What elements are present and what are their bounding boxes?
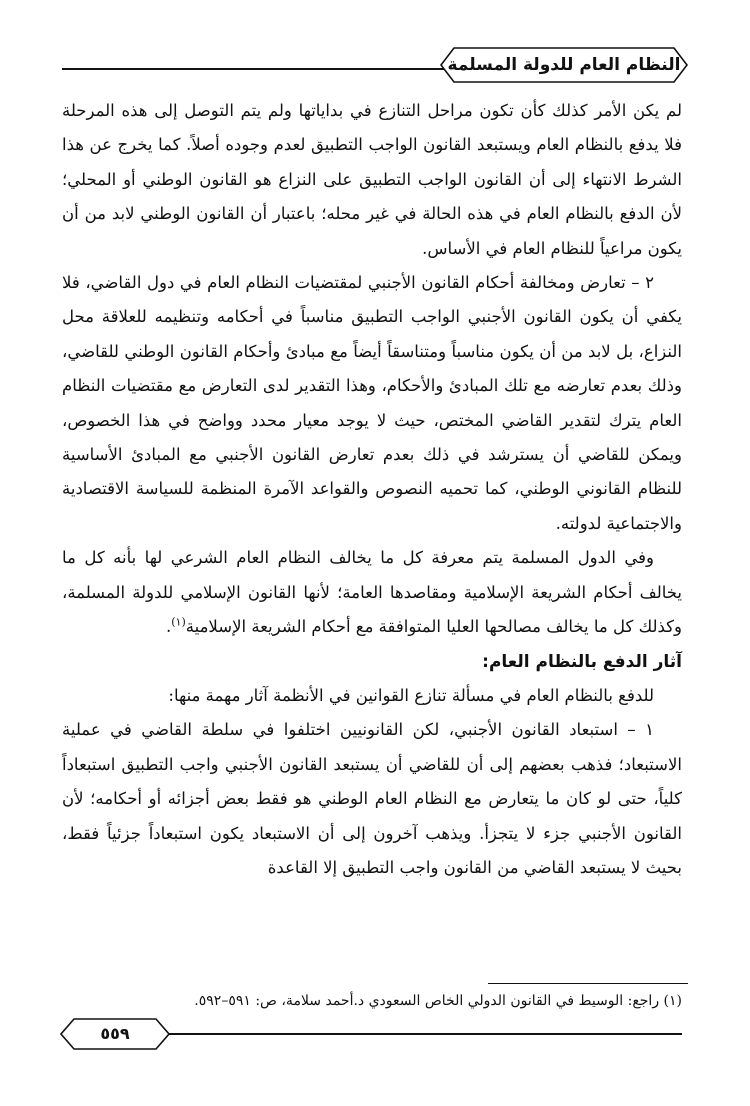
- paragraph-5: ١ – استبعاد القانون الأجنبي، لكن القانونيين اختلفوا في سلطة القاضي في عملية الاستبعاد؛ فذهب بعضهم إلى أن للقاضي أن يستبعد القانون الأجنبي واجب التطبيق استبعاداً كلياً، حتى لو كان ما يتعارض مع النظام العام الوطني هو فقط بعض أجزائه أو أحكامه؛ لأن القانون الأجنبي جزء لا يتجزأ. ويذهب آخرون إلى أن الاستبعاد يكون استبعاداً جزئياً فقط، بحيث لا يستبعد القاضي من القانون واجب التطبيق إلا القاعدة: [62, 720, 682, 877]
- page-number: ٥٥٩: [100, 1024, 130, 1043]
- footnote-ref: (١): [171, 615, 186, 629]
- footnote: (١) راجع: الوسيط في القانون الدولي الخاص السعودي د.أحمد سلامة، ص: ٥٩١–٥٩٢.: [194, 993, 682, 1009]
- paragraph-1: لم يكن الأمر كذلك كأن تكون مراحل التنازع في بداياتها ولم يتم التوصل إلى هذه المرحلة فلا يدفع بالنظام العام ويستبعد القانون الواجب التطبيق لعدم وجوده أصلاً. كما يخرج عن هذا الشرط الانتهاء إلى أن القانون الواجب التطبيق على النزاع هو القانون الوطني أو المحلي؛ لأن الدفع بالنظام العام في هذه الحالة في غير محله؛ باعتبار أن القانون الوطني لابد من أن يكون مراعياً للنظام العام في الأساس.: [62, 101, 682, 258]
- paragraph-3: [62, 541, 682, 644]
- footnote-rule: [488, 983, 688, 984]
- running-header: [440, 47, 688, 83]
- paragraph-3-text: وفي الدول المسلمة يتم معرفة كل ما يخالف النظام العام الشرعي لها بأنه كل ما يخالف أحكام الشريعة الإسلامية ومقاصدها العامة؛ لأنها القانون الإسلامي للدولة المسلمة، وكذلك كل ما يخالف مصالحها العليا المتوافقة مع أحكام الشريعة الإسلامية: [62, 548, 682, 637]
- paragraph-4: للدفع بالنظام العام في مسألة تنازع القوانين في الأنظمة آثار مهمة منها:: [168, 685, 654, 705]
- paragraph-3-end: .: [166, 617, 172, 637]
- footer-rule: [168, 1033, 682, 1035]
- page-number-badge: [60, 1018, 170, 1050]
- section-heading: آثار الدفع بالنظام العام:: [482, 651, 682, 672]
- header-title: النظام العام للدولة المسلمة: [447, 55, 681, 75]
- paragraph-2: ٢ – تعارض ومخالفة أحكام القانون الأجنبي لمقتضيات النظام العام في دول القاضي، فلا يكفي أن يكون القانون الأجنبي الواجب التطبيق مناسباً في أحكامه وتنظيمه للعلاقة محل النزاع، بل لابد من أن يكون مناسباً ومتناسقاً أيضاً مع مبادئ وأحكام القانون الوطني للقاضي، وذلك بعدم تعارضه مع تلك المبادئ والأحكام، وهذا التقدير لدى التعارض مع مقتضيات النظام العام يترك لتقدير القاضي المختص، حيث لا يوجد معيار محدد وواضح في هذا الخصوص، ويمكن للقاضي أن يسترشد في ذلك بعدم تعارض القانون الأجنبي مع المبادئ الأساسية للنظام القانوني الوطني، كما تحميه النصوص والقواعد الآمرة المنظمة للسياسة الاقتصادية والاجتماعية لدولته.: [62, 273, 682, 533]
- main-text: [62, 94, 682, 885]
